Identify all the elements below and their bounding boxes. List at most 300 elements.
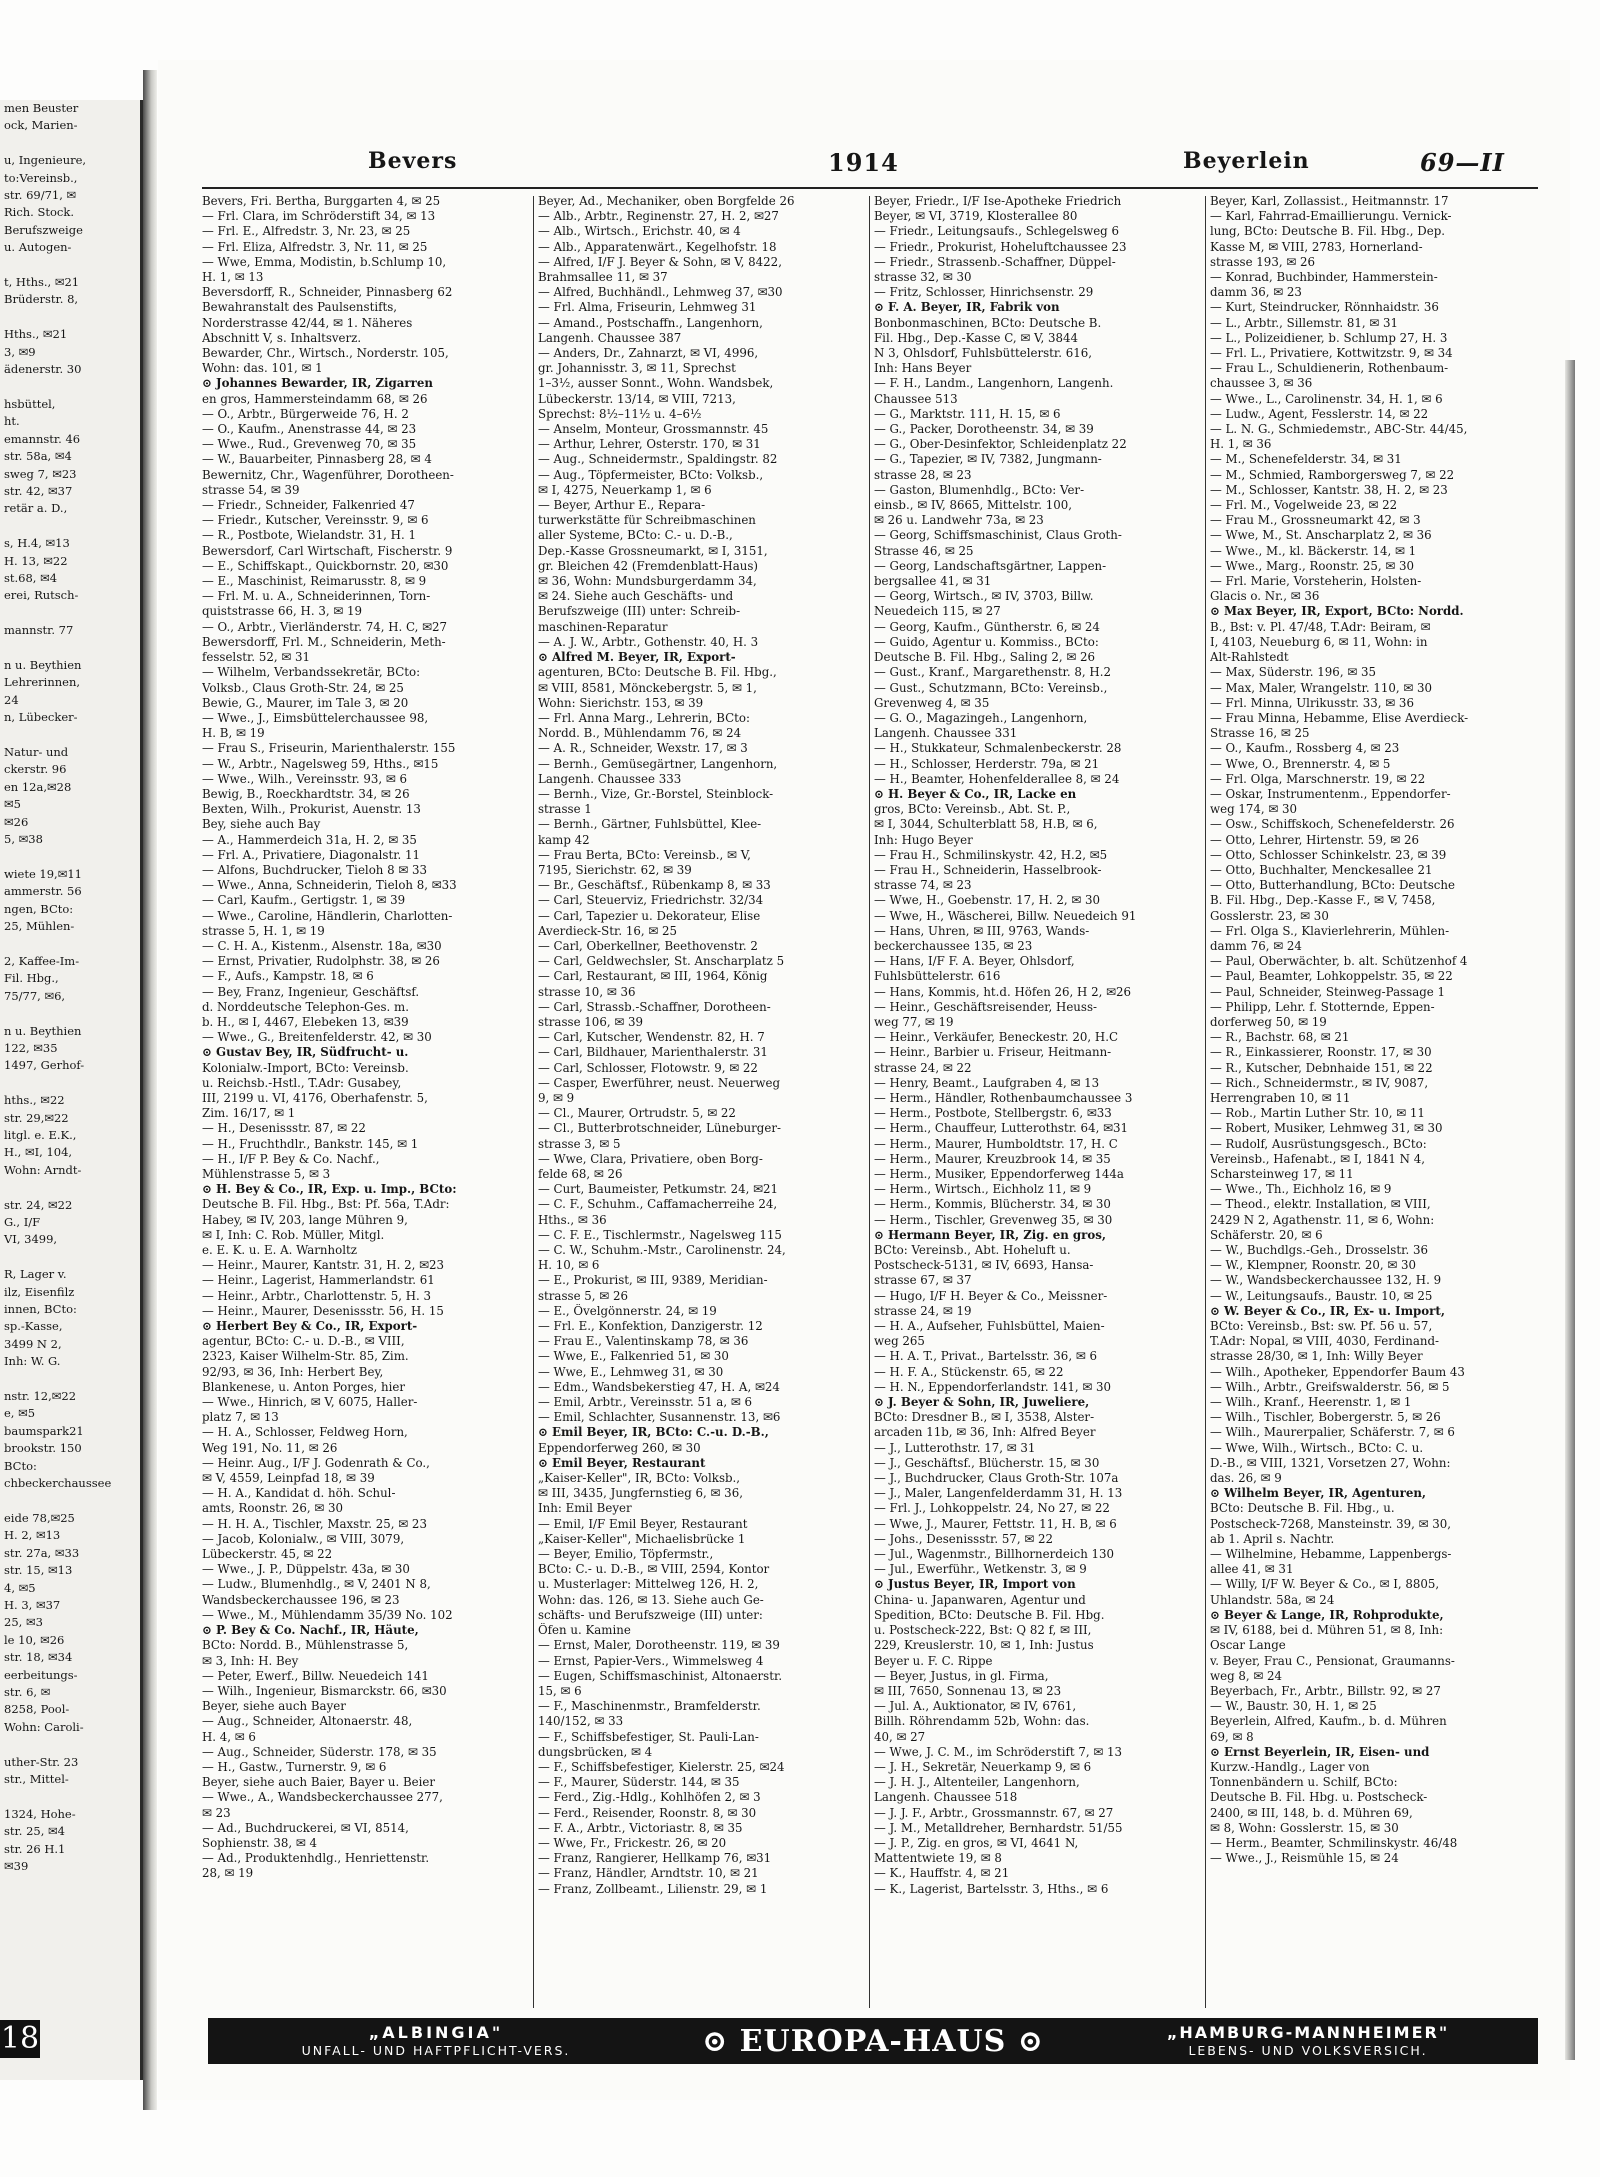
directory-entry-line: — Wilh., Apotheker, Eppendorfer Baum 43 bbox=[1210, 1364, 1465, 1379]
directory-entry-line: gr. Johannisstr. 3, ✉ 11, Sprechst bbox=[538, 361, 736, 376]
directory-entry-line: ⊙ Gustav Bey, IR, Südfrucht- u. bbox=[202, 1045, 409, 1060]
left-page-line: str. 26 H.1 bbox=[4, 1841, 66, 1856]
left-page-line: ädenerstr. 30 bbox=[4, 362, 82, 377]
directory-entry-line: Beyer, siehe auch Baier, Bayer u. Beier bbox=[202, 1775, 436, 1790]
left-page-line: e, ✉5 bbox=[4, 1406, 36, 1421]
directory-entry-line: H. 4, ✉ 6 bbox=[202, 1729, 256, 1744]
directory-entry-line: — Jacob, Kolonialw., ✉ VIII, 3079, bbox=[202, 1531, 405, 1546]
directory-entry-line: — J., Buchdrucker, Claus Groth-Str. 107a bbox=[874, 1471, 1119, 1486]
left-page-line: Fil. Hbg., bbox=[4, 971, 59, 986]
directory-column-4 bbox=[1210, 194, 1536, 2009]
directory-entry-line: ⊙ Herbert Bey & Co., IR, Export- bbox=[202, 1319, 418, 1334]
left-page-line: ht. bbox=[4, 414, 20, 429]
directory-entry-line: — Konrad, Buchbinder, Hammerstein- bbox=[1210, 270, 1438, 285]
directory-entry-line: — Ernst, Maler, Dorotheenstr. 119, ✉ 39 bbox=[538, 1638, 780, 1653]
directory-entry-line: Beyer, Ad., Mechaniker, oben Borgfelde 26 bbox=[538, 194, 795, 208]
left-page-line bbox=[0, 1736, 140, 1753]
directory-entry-line: ✉ 36, Wohn: Mundsburgerdamm 34, bbox=[538, 574, 757, 589]
directory-entry-line: ✉ III, 7650, Sonnenau 13, ✉ 23 bbox=[874, 1683, 1062, 1698]
directory-entry-line: — Wwe., Hinrich, ✉ V, 6075, Haller- bbox=[202, 1395, 418, 1410]
directory-entry-line: — Wwe, Emma, Modistin, b.Schlump 10, bbox=[202, 254, 447, 269]
directory-entry-line: Wohn: Sierichstr. 153, ✉ 39 bbox=[538, 695, 704, 710]
directory-entry-line: Vereinsb., Hafenabt., ✉ I, 1841 N 4, bbox=[1210, 1151, 1425, 1166]
column-divider bbox=[533, 196, 534, 2008]
directory-entry-line: „Kaiser-Keller", Michaelisbrücke 1 bbox=[538, 1531, 746, 1546]
directory-entry-line: ✉ 23 bbox=[202, 1805, 231, 1820]
directory-entry-line: — Frau L., Schuldienerin, Rothenbaum- bbox=[1210, 361, 1449, 376]
directory-entry-line: — C. W., Schuhm.-Mstr., Carolinenstr. 24, bbox=[538, 1243, 786, 1258]
directory-entry-line: — Philipp, Lehr. f. Stotternde, Eppen- bbox=[1210, 999, 1435, 1014]
directory-entry-line: — Frl. Anna Marg., Lehrerin, BCto: bbox=[538, 710, 750, 725]
directory-entry-line: turwerkstätte für Schreibmaschinen bbox=[538, 513, 756, 528]
directory-entry-line: — J., Lutterothstr. 17, ✉ 31 bbox=[874, 1440, 1036, 1455]
left-page-line: n u. Beythien bbox=[4, 1023, 82, 1038]
directory-entry-line: — F., Schiffsbefestiger, St. Pauli-Lan- bbox=[538, 1729, 759, 1744]
directory-entry-line: B. Fil. Hbg., Dep.-Kasse F., ✉ V, 7458, bbox=[1210, 893, 1436, 908]
directory-entry-line: quiststrasse 66, H. 3, ✉ 19 bbox=[202, 604, 362, 619]
directory-entry-line: strasse 28/30, ✉ 1, Inh: Willy Beyer bbox=[1210, 1349, 1423, 1364]
directory-entry-line: — Heinr. Aug., I/F J. Godenrath & Co., bbox=[202, 1455, 430, 1470]
directory-entry-line: — W., Leitungsaufs., Baustr. 10, ✉ 25 bbox=[1210, 1288, 1433, 1303]
left-page-line: sp.-Kasse, bbox=[4, 1319, 63, 1334]
left-page-line: ✉26 bbox=[4, 814, 29, 829]
directory-entry-line: — Wwe, E., Lehmweg 31, ✉ 30 bbox=[538, 1364, 724, 1379]
directory-entry-line: 28, ✉ 19 bbox=[202, 1866, 254, 1881]
directory-entry-line: Bewarder, Chr., Wirtsch., Norderstr. 105, bbox=[202, 346, 449, 361]
directory-entry-line: Kurzw.-Handlg., Lager von bbox=[1210, 1759, 1370, 1774]
directory-entry-line: Blankenese, u. Anton Porges, hier bbox=[202, 1379, 406, 1394]
left-page-line: 5, ✉38 bbox=[4, 832, 43, 847]
directory-entry-line: u. Reichsb.-Hstl., T.Adr: Gusabey, bbox=[202, 1075, 402, 1090]
directory-entry-line: III, 2199 u. VI, 4176, Oberhafenstr. 5, bbox=[202, 1090, 428, 1105]
directory-entry-line: — Friedr., Leitungsaufs., Schlegelsweg 6 bbox=[874, 224, 1119, 239]
directory-entry-line: — Wilh., Tischler, Bobergerstr. 5, ✉ 26 bbox=[1210, 1410, 1441, 1425]
left-page-line bbox=[0, 936, 140, 953]
directory-entry-line: Deutsche B. Fil. Hbg. u. Postscheck- bbox=[1210, 1790, 1428, 1805]
directory-entry-line: — O., Kaufm., Anenstrasse 44, ✉ 23 bbox=[202, 422, 417, 437]
page-edge-shadow bbox=[1565, 360, 1575, 2060]
left-page-line: H. 2, ✉13 bbox=[4, 1528, 61, 1543]
directory-entry-line: B., Bst: v. Pl. 47/48, T.Adr: Beiram, ✉ bbox=[1210, 619, 1431, 634]
directory-entry-line: Averdieck-Str. 16, ✉ 25 bbox=[538, 923, 677, 938]
directory-entry-line: — Frau E., Valentinskamp 78, ✉ 36 bbox=[538, 1334, 749, 1349]
directory-entry-line: — Paul, Oberwächter, b. alt. Schützenhof 4 bbox=[1210, 954, 1468, 969]
left-page-line bbox=[0, 1005, 140, 1022]
directory-entry-line: strasse 106, ✉ 39 bbox=[538, 1014, 643, 1029]
directory-entry-line: strasse 1 bbox=[538, 802, 592, 817]
directory-entry-line: 1–3½, ausser Sonnt., Wohn. Wandsbek, bbox=[538, 376, 774, 391]
directory-entry-line: H. 1, ✉ 13 bbox=[202, 270, 264, 285]
directory-entry-line: 140/152, ✉ 33 bbox=[538, 1714, 624, 1729]
directory-entry-line: weg 77, ✉ 19 bbox=[874, 1014, 954, 1029]
directory-entry-line: — Wilh., Arbtr., Greifswalderstr. 56, ✉ 5 bbox=[1210, 1379, 1450, 1394]
left-page-line: Wohn: Caroli- bbox=[4, 1719, 84, 1734]
directory-entry-line: ✉ IV, 6188, bei d. Mühren 51, ✉ 8, Inh: bbox=[1210, 1623, 1444, 1638]
directory-entry-line: — H. N., Eppendorferlandstr. 141, ✉ 30 bbox=[874, 1379, 1111, 1394]
directory-entry-line: BCto: Nordd. B., Mühlenstrasse 5, bbox=[202, 1638, 409, 1653]
directory-entry-line: Grevenweg 4, ✉ 35 bbox=[874, 695, 990, 710]
left-page-line bbox=[0, 605, 140, 622]
ad-hamburg-mannheimer-subtitle: LEBENS- UND VOLKSVERSICH. bbox=[1188, 2043, 1428, 2058]
directory-entry-line: ✉ I, 3044, Schulterblatt 58, H.B, ✉ 6, bbox=[874, 817, 1098, 832]
directory-entry-line: Uhlandstr. 58a, ✉ 24 bbox=[1210, 1592, 1335, 1607]
left-page-line: emannstr. 46 bbox=[4, 431, 81, 446]
directory-entry-line: agenturen, BCto: Deutsche B. Fil. Hbg., bbox=[538, 665, 777, 680]
directory-entry-line: Berufszweige (III) unter: Schreib- bbox=[538, 604, 741, 619]
left-page-line bbox=[0, 1788, 140, 1805]
directory-entry-line: — Friedr., Prokurist, Hoheluftchaussee 23 bbox=[874, 239, 1127, 254]
directory-entry-line: damm 76, ✉ 24 bbox=[1210, 938, 1302, 953]
directory-entry-line: — Heinr., Arbtr., Charlottenstr. 5, H. 3 bbox=[202, 1288, 431, 1303]
directory-entry-line: Beyer u. F. C. Rippe bbox=[874, 1653, 993, 1668]
directory-entry-line: — G., Packer, Dorotheenstr. 34, ✉ 39 bbox=[874, 422, 1094, 437]
directory-entry-line: — Eugen, Schiffsmaschinist, Altonaerstr. bbox=[538, 1668, 783, 1683]
directory-entry-line: — Alb., Wirtsch., Erichstr. 40, ✉ 4 bbox=[538, 224, 741, 239]
directory-entry-line: — L. N. G., Schmiedemstr., ABC-Str. 44/45, bbox=[1210, 422, 1468, 437]
directory-entry-line: strasse 24, ✉ 22 bbox=[874, 1060, 972, 1075]
directory-entry-line: — H. A. T., Privat., Bartelsstr. 36, ✉ 6 bbox=[874, 1349, 1097, 1364]
directory-entry-line: ✉ III, 3435, Jungfernstieg 6, ✉ 36, bbox=[538, 1486, 743, 1501]
directory-entry-line: — Frl. Eliza, Alfredstr. 3, Nr. 11, ✉ 25 bbox=[202, 239, 428, 254]
directory-entry-line: strasse 5, ✉ 26 bbox=[538, 1288, 628, 1303]
directory-entry-line: Bewersdorf, Carl Wirtschaft, Fischerstr. 9 bbox=[202, 543, 453, 558]
directory-entry-line: Hths., ✉ 36 bbox=[538, 1212, 607, 1227]
directory-entry-line: — Wwe., J. P., Düppelstr. 43a, ✉ 30 bbox=[202, 1562, 410, 1577]
directory-entry-line: — H., Fruchthdlr., Bankstr. 145, ✉ 1 bbox=[202, 1136, 419, 1151]
directory-entry-line: strasse 54, ✉ 39 bbox=[202, 482, 300, 497]
directory-entry-line: — Wwe., J., Reismühle 15, ✉ 24 bbox=[1210, 1851, 1399, 1866]
directory-entry-line: — E., Maschinist, Reimarusstr. 8, ✉ 9 bbox=[202, 574, 427, 589]
directory-entry-line: — Gust., Kranf., Margarethenstr. 8, H.2 bbox=[874, 665, 1111, 680]
column-divider bbox=[869, 196, 870, 2008]
directory-entry-line: H. B, ✉ 19 bbox=[202, 726, 265, 741]
directory-entry-line: — L., Polizeidiener, b. Schlump 27, H. 3 bbox=[1210, 330, 1448, 345]
directory-entry-line: — Wwe., A., Wandsbeckerchaussee 277, bbox=[202, 1790, 443, 1805]
directory-entry-line: — Hans, Kommis, ht.d. Höfen 26, H 2, ✉26 bbox=[874, 984, 1131, 999]
left-page-line: BCto: bbox=[4, 1458, 37, 1473]
directory-entry-line: — Frl. Clara, im Schröderstift 34, ✉ 13 bbox=[202, 209, 436, 224]
directory-entry-line: — F., Maurer, Süderstr. 144, ✉ 35 bbox=[538, 1775, 740, 1790]
directory-entry-line: — Heinr., Verkäufer, Beneckestr. 20, H.C bbox=[874, 1030, 1118, 1045]
directory-entry-line: — Wwe, Fr., Frickestr. 26, ✉ 20 bbox=[538, 1835, 727, 1850]
left-page-line: hths., ✉22 bbox=[4, 1093, 65, 1108]
directory-entry-line: ⊙ W. Beyer & Co., IR, Ex- u. Import, bbox=[1210, 1303, 1445, 1318]
directory-entry-line: u. Musterlager: Mittelweg 126, H. 2, bbox=[538, 1577, 759, 1592]
directory-entry-line: — Beyer, Justus, in gl. Firma, bbox=[874, 1668, 1049, 1683]
directory-entry-line: — W., Bauarbeiter, Pinnasberg 28, ✉ 4 bbox=[202, 452, 432, 467]
directory-entry-line: 92/93, ✉ 36, Inh: Herbert Bey, bbox=[202, 1364, 384, 1379]
directory-entry-line: — W., Wandsbeckerchaussee 132, H. 9 bbox=[1210, 1273, 1442, 1288]
directory-entry-line: — Wilh., Maurerpalier, Schäferstr. 7, ✉ 6 bbox=[1210, 1425, 1455, 1440]
directory-entry-line: ab 1. April s. Nachtr. bbox=[1210, 1531, 1335, 1546]
directory-entry-line: — J., Geschäftsf., Blücherstr. 15, ✉ 30 bbox=[874, 1455, 1100, 1470]
directory-entry-line: — Georg, Schiffsmaschinist, Claus Groth- bbox=[874, 528, 1122, 543]
directory-entry-line: — R., Kutscher, Debnhaide 151, ✉ 22 bbox=[1210, 1060, 1433, 1075]
directory-entry-line: — Frau S., Friseurin, Marienthalerstr. 155 bbox=[202, 741, 456, 756]
directory-entry-line: Inh: Emil Beyer bbox=[538, 1501, 632, 1516]
left-page-line: str. 69/71, ✉ bbox=[4, 188, 77, 203]
directory-entry-line: — Carl, Bildhauer, Marienthalerstr. 31 bbox=[538, 1045, 768, 1060]
directory-entry-line: — Frl. M. u. A., Schneiderinnen, Torn- bbox=[202, 589, 431, 604]
directory-entry-line: 2429 N 2, Agathenstr. 11, ✉ 6, Wohn: bbox=[1210, 1212, 1435, 1227]
directory-entry-line: — Aug., Schneidermstr., Spaldingstr. 82 bbox=[538, 452, 778, 467]
directory-entry-line: — Herm., Postbote, Stellbergstr. 6, ✉33 bbox=[874, 1106, 1112, 1121]
directory-entry-line: Sophienstr. 38, ✉ 4 bbox=[202, 1835, 317, 1850]
directory-entry-line: agentur, BCto: C.- u. D.-B., ✉ VIII, bbox=[202, 1334, 405, 1349]
directory-entry-line: — Wilhelmine, Hebamme, Lappenbergs- bbox=[1210, 1547, 1452, 1562]
directory-entry-line: strasse 74, ✉ 23 bbox=[874, 878, 972, 893]
left-page-line: le 10, ✉26 bbox=[4, 1632, 65, 1647]
directory-entry-line: — Ferd., Reisender, Roonstr. 8, ✉ 30 bbox=[538, 1805, 757, 1820]
left-page-line: 25, Mühlen- bbox=[4, 919, 75, 934]
directory-entry-line: — Hans, I/F F. A. Beyer, Ohlsdorf, bbox=[874, 954, 1075, 969]
left-page-line: 25, ✉3 bbox=[4, 1615, 43, 1630]
directory-entry-line: — Jul., Wagenmstr., Billhornerdeich 130 bbox=[874, 1547, 1115, 1562]
directory-entry-line: — Rich., Schneidermstr., ✉ IV, 9087, bbox=[1210, 1075, 1429, 1090]
directory-entry-line: Brahmsallee 11, ✉ 37 bbox=[538, 270, 668, 285]
left-page-line: brookstr. 150 bbox=[4, 1441, 82, 1456]
column-divider bbox=[1205, 196, 1206, 2008]
left-page-line: Natur- und bbox=[4, 745, 69, 760]
directory-entry-line: Wohn: das. 126, ✉ 13. Siehe auch Ge- bbox=[538, 1592, 764, 1607]
directory-entry-line: — Hans, Uhren, ✉ III, 9763, Wands- bbox=[874, 923, 1090, 938]
directory-entry-line: ⊙ Ernst Beyerlein, IR, Eisen- und bbox=[1210, 1744, 1430, 1759]
directory-entry-line: — Fritz, Schlosser, Hinrichsenstr. 29 bbox=[874, 285, 1094, 300]
directory-entry-line: dungsbrücken, ✉ 4 bbox=[538, 1744, 653, 1759]
directory-entry-line: Tonnenbändern u. Schilf, BCto: bbox=[1210, 1775, 1398, 1790]
directory-entry-line: Glacis o. Nr., ✉ 36 bbox=[1210, 589, 1320, 604]
directory-entry-line: strasse 3, ✉ 5 bbox=[538, 1136, 621, 1151]
left-page-line: H. 3, ✉37 bbox=[4, 1597, 61, 1612]
left-page-line: men Beuster bbox=[4, 101, 79, 115]
directory-entry-line: — J. J. F., Arbtr., Grossmannstr. 67, ✉ 27 bbox=[874, 1805, 1114, 1820]
directory-entry-line: Habey, ✉ IV, 203, lange Mühren 9, bbox=[202, 1212, 408, 1227]
left-page-line: ilz, Eisenfilz bbox=[4, 1284, 75, 1299]
directory-entry-line: maschinen-Reparatur bbox=[538, 619, 668, 634]
directory-entry-line: — Beyer, Arthur E., Repara- bbox=[538, 498, 706, 513]
directory-entry-line: — Ludw., Blumenhdlg., ✉ V, 2401 N 8, bbox=[202, 1577, 431, 1592]
directory-entry-line: — Carl, Geldwechsler, St. Anscharplatz 5 bbox=[538, 954, 785, 969]
directory-entry-line: 7195, Sierichstr. 62, ✉ 39 bbox=[538, 862, 692, 877]
directory-entry-line: Chaussee 513 bbox=[874, 391, 958, 406]
left-page-line: ✉39 bbox=[4, 1859, 29, 1874]
directory-entry-line: ⊙ J. Beyer & Sohn, IR, Juweliere, bbox=[874, 1395, 1090, 1410]
directory-entry-line: arcaden 11b, ✉ 36, Inh: Alfred Beyer bbox=[874, 1425, 1096, 1440]
directory-entry-line: kamp 42 bbox=[538, 832, 590, 847]
directory-entry-line: Deutsche B. Fil. Hbg., Saling 2, ✉ 26 bbox=[874, 650, 1096, 665]
directory-entry-line: — Frl. Marie, Vorsteherin, Holsten- bbox=[1210, 574, 1422, 589]
left-page-line: Inh: W. G. bbox=[4, 1354, 61, 1369]
directory-entry-line: — Anselm, Monteur, Grossmannstr. 45 bbox=[538, 422, 769, 437]
directory-entry-line: 2323, Kaiser Wilhelm-Str. 85, Zim. bbox=[202, 1349, 409, 1364]
directory-entry-line: Beyer, siehe auch Bayer bbox=[202, 1699, 346, 1714]
left-page-line: str. 27a, ✉33 bbox=[4, 1545, 80, 1560]
left-page-line: str. 18, ✉34 bbox=[4, 1650, 73, 1665]
left-page-line: 8258, Pool- bbox=[4, 1702, 70, 1717]
directory-entry-line: Lübeckerstr. 13/14, ✉ VIII, 7213, bbox=[538, 391, 736, 406]
directory-entry-line: — M., Schlosser, Kantstr. 38, H. 2, ✉ 23 bbox=[1210, 482, 1448, 497]
directory-entry-line: — H. A., Aufseher, Fuhlsbüttel, Maien- bbox=[874, 1319, 1105, 1334]
header-last-word: Beyerlein bbox=[1183, 148, 1310, 174]
directory-entry-line: ⊙ H. Beyer & Co., IR, Lacke en bbox=[874, 786, 1077, 801]
directory-entry-line: das. 26, ✉ 9 bbox=[1210, 1471, 1282, 1486]
directory-entry-line: — K., Hauffstr. 4, ✉ 21 bbox=[874, 1866, 1010, 1881]
directory-entry-line: — Wwe., G., Breitenfelderstr. 42, ✉ 30 bbox=[202, 1030, 432, 1045]
directory-entry-line: — Frl. Minna, Ulrikusstr. 33, ✉ 36 bbox=[1210, 695, 1414, 710]
directory-entry-line: — Friedr., Kutscher, Vereinsstr. 9, ✉ 6 bbox=[202, 513, 429, 528]
directory-entry-line: Eppendorferweg 260, ✉ 30 bbox=[538, 1440, 701, 1455]
directory-entry-line: Langenh. Chaussee 333 bbox=[538, 771, 682, 786]
directory-entry-line: N 3, Ohlsdorf, Fuhlsbüttelerstr. 616, bbox=[874, 346, 1093, 361]
directory-entry-line: Wohn: das. 101, ✉ 1 bbox=[202, 361, 323, 376]
left-page-line: s, H.4, ✉13 bbox=[4, 536, 70, 551]
directory-entry-line: — Wwe., Wilh., Vereinsstr. 93, ✉ 6 bbox=[202, 771, 408, 786]
directory-entry-line: — Friedr., Schneider, Falkenried 47 bbox=[202, 498, 415, 513]
directory-entry-line: — Wwe, J. C. M., im Schröderstift 7, ✉ 13 bbox=[874, 1744, 1122, 1759]
directory-entry-line: — Arthur, Lehrer, Osterstr. 170, ✉ 31 bbox=[538, 437, 761, 452]
left-page-line: t, Hths., ✉21 bbox=[4, 275, 80, 290]
directory-entry-line: — A. R., Schneider, Wexstr. 17, ✉ 3 bbox=[538, 741, 748, 756]
directory-entry-line: ⊙ Wilhelm Beyer, IR, Agenturen, bbox=[1210, 1486, 1427, 1501]
directory-entry-line: — J. H. J., Altenteiler, Langenhorn, bbox=[874, 1775, 1080, 1790]
directory-entry-line: — H., Schlosser, Herderstr. 79a, ✉ 21 bbox=[874, 756, 1100, 771]
directory-entry-line: — Hugo, I/F H. Beyer & Co., Meissner- bbox=[874, 1288, 1108, 1303]
directory-entry-line: Neuedeich 115, ✉ 27 bbox=[874, 604, 1001, 619]
directory-entry-line: — Bernh., Gärtner, Fuhlsbüttel, Klee- bbox=[538, 817, 762, 832]
left-page-line: H. 13, ✉22 bbox=[4, 553, 68, 568]
directory-entry-line: — Frl. E., Alfredstr. 3, Nr. 23, ✉ 25 bbox=[202, 224, 411, 239]
directory-entry-line: strasse 193, ✉ 26 bbox=[1210, 254, 1315, 269]
directory-entry-line: — Friedr., Strassenb.-Schaffner, Düppel- bbox=[874, 254, 1116, 269]
directory-entry-line: platz 7, ✉ 13 bbox=[202, 1410, 279, 1425]
directory-entry-line: T.Adr: Nopal, ✉ VIII, 4030, Ferdinand- bbox=[1210, 1334, 1440, 1349]
directory-column-1 bbox=[202, 194, 528, 2009]
directory-entry-line: — Beyer, Emilio, Töpfermstr., bbox=[538, 1547, 714, 1562]
left-page-line: eerbeitungs- bbox=[4, 1667, 78, 1682]
directory-entry-line: chaussee 3, ✉ 36 bbox=[1210, 376, 1313, 391]
directory-entry-line: — Amand., Postschaffn., Langenhorn, bbox=[538, 315, 763, 330]
directory-entry-line: — Edm., Wandsbekerstieg 47, H. A, ✉24 bbox=[538, 1379, 780, 1394]
directory-entry-line: BCto: Vereinsb., Abt. Hoheluft u. bbox=[874, 1243, 1071, 1258]
directory-entry-line: — Georg, Landschaftsgärtner, Lappen- bbox=[874, 558, 1107, 573]
directory-entry-line: — Paul, Schneider, Steinweg-Passage 1 bbox=[1210, 984, 1446, 999]
directory-entry-line: Abschnitt V, s. Inhaltsverz. bbox=[202, 330, 362, 345]
directory-entry-line: — Oskar, Instrumentenm., Eppendorfer- bbox=[1210, 786, 1451, 801]
directory-entry-line: Bexten, Wilh., Prokurist, Auenstr. 13 bbox=[202, 802, 421, 817]
directory-entry-line: — Otto, Butterhandlung, BCto: Deutsche bbox=[1210, 878, 1455, 893]
directory-entry-line: Deutsche B. Fil. Hbg., Bst: Pf. 56a, T.Adr: bbox=[202, 1197, 450, 1212]
left-page-line: ngen, BCto: bbox=[4, 901, 74, 916]
directory-entry-line: 9, ✉ 9 bbox=[538, 1090, 575, 1105]
left-page-line: 3499 N 2, bbox=[4, 1336, 62, 1351]
directory-entry-line: — H. F. A., Stückenstr. 65, ✉ 22 bbox=[874, 1364, 1064, 1379]
directory-entry-line: Langenh. Chaussee 387 bbox=[538, 330, 682, 345]
directory-entry-line: Beyer, Karl, Zollassist., Heitmannstr. 17 bbox=[1210, 194, 1449, 208]
directory-entry-line: — R., Bachstr. 68, ✉ 21 bbox=[1210, 1030, 1350, 1045]
left-page-line: nstr. 12,✉22 bbox=[4, 1389, 77, 1404]
directory-entry-line: — Franz, Zollbeamt., Lilienstr. 29, ✉ 1 bbox=[538, 1881, 768, 1896]
directory-entry-line: — M., Schenefelderstr. 34, ✉ 31 bbox=[1210, 452, 1402, 467]
directory-entry-line: — Frau Minna, Hebamme, Elise Averdieck- bbox=[1210, 710, 1469, 725]
directory-entry-line: Bewahranstalt des Paulsenstifts, bbox=[202, 300, 397, 315]
left-page-line: wiete 19,✉11 bbox=[4, 866, 82, 881]
directory-entry-line: Bey, siehe auch Bay bbox=[202, 817, 321, 832]
directory-entry-line: Langenh. Chaussee 331 bbox=[874, 726, 1018, 741]
directory-entry-line: H. 10, ✉ 6 bbox=[538, 1258, 600, 1273]
directory-entry-line: Kasse M, ✉ VIII, 2783, Hornerland- bbox=[1210, 239, 1423, 254]
directory-entry-line: — O., Kaufm., Rossberg 4, ✉ 23 bbox=[1210, 741, 1400, 756]
directory-entry-line: — Cl., Maurer, Ortrudstr. 5, ✉ 22 bbox=[538, 1106, 736, 1121]
header-first-word: Bevers bbox=[368, 148, 458, 174]
directory-entry-line: — Wwe., M., Mühlendamm 35/39 No. 102 bbox=[202, 1607, 453, 1622]
directory-entry-line: — Wwe., J., Eimsbüttelerchaussee 98, bbox=[202, 710, 429, 725]
directory-entry-line: — Carl, Steuerviz, Friedrichstr. 32/34 bbox=[538, 893, 764, 908]
directory-entry-line: — Herm., Kommis, Blücherstr. 34, ✉ 30 bbox=[874, 1197, 1111, 1212]
directory-entry-line: — H., Gastw., Turnerstr. 9, ✉ 6 bbox=[202, 1759, 387, 1774]
left-page-line: litgl. e. E.K., bbox=[4, 1127, 77, 1142]
directory-entry-line: — J., Maler, Langenfelderdamm 31, H. 13 bbox=[874, 1486, 1123, 1501]
directory-entry-line: aller Systeme, BCto: C.- u. D.-B., bbox=[538, 528, 733, 543]
directory-entry-line: — Georg, Wirtsch., ✉ IV, 3703, Billw. bbox=[874, 589, 1094, 604]
directory-entry-line: — Herm., Tischler, Grevenweg 35, ✉ 30 bbox=[874, 1212, 1113, 1227]
left-page-line: hsbüttel, bbox=[4, 396, 56, 411]
directory-entry-line: I, 4103, Neueburg 6, ✉ 11, Wohn: in bbox=[1210, 634, 1428, 649]
left-page-line bbox=[0, 309, 140, 326]
directory-entry-line: Dep.-Kasse Grossneumarkt, ✉ I, 3151, bbox=[538, 543, 768, 558]
directory-entry-line: — Wwe., L., Carolinenstr. 34, H. 1, ✉ 6 bbox=[1210, 391, 1443, 406]
left-page-line: ckerstr. 96 bbox=[4, 762, 67, 777]
directory-entry-line: — Herm., Wirtsch., Eichholz 11, ✉ 9 bbox=[874, 1182, 1092, 1197]
directory-entry-line: 229, Kreuslerstr. 10, ✉ 1, Inh: Justus bbox=[874, 1638, 1094, 1653]
directory-entry-line: — Rudolf, Ausrüstungsgesch., BCto: bbox=[1210, 1136, 1427, 1151]
directory-entry-line: strasse 24, ✉ 19 bbox=[874, 1303, 972, 1318]
directory-entry-line: — Aug., Töpfermeister, BCto: Volksb., bbox=[538, 467, 764, 482]
directory-entry-line: — Herm., Beamter, Schmilinskystr. 46/48 bbox=[1210, 1835, 1458, 1850]
directory-entry-line: — F., Schiffsbefestiger, Kielerstr. 25, ✉24 bbox=[538, 1759, 785, 1774]
header-year: 1914 bbox=[828, 148, 899, 177]
directory-entry-line: einsb., ✉ IV, 8665, Mittelstr. 100, bbox=[874, 498, 1072, 513]
directory-entry-line: — E., Schiffskapt., Quickbornstr. 20, ✉30 bbox=[202, 558, 449, 573]
directory-entry-line: ✉ VIII, 8581, Mönckebergstr. 5, ✉ 1, bbox=[538, 680, 757, 695]
directory-entry-line: — Heinr., Lagerist, Hammerlandstr. 61 bbox=[202, 1273, 435, 1288]
directory-entry-line: — Max, Süderstr. 196, ✉ 35 bbox=[1210, 665, 1376, 680]
directory-entry-line: Strasse 16, ✉ 25 bbox=[1210, 726, 1310, 741]
directory-entry-line: Lübeckerstr. 45, ✉ 22 bbox=[202, 1547, 333, 1562]
directory-entry-line: ⊙ Johannes Bewarder, IR, Zigarren bbox=[202, 376, 433, 391]
directory-entry-line: — A. J. W., Arbtr., Gothenstr. 40, H. 3 bbox=[538, 634, 759, 649]
left-page-line bbox=[0, 1179, 140, 1196]
directory-entry-line: — J. M., Metalldreher, Bernhardstr. 51/55 bbox=[874, 1820, 1123, 1835]
directory-entry-line: — R., Postbote, Wielandstr. 31, H. 1 bbox=[202, 528, 416, 543]
left-page-line: Lehrerinnen, bbox=[4, 675, 81, 690]
directory-entry-line: — Herm., Maurer, Kreuzbrook 14, ✉ 35 bbox=[874, 1151, 1111, 1166]
directory-entry-line: D.-B., ✉ VIII, 1321, Vorsetzen 27, Wohn: bbox=[1210, 1455, 1451, 1470]
directory-entry-line: — Heinr., Barbier u. Friseur, Heitmann- bbox=[874, 1045, 1112, 1060]
left-page-line: ✉5 bbox=[4, 797, 21, 812]
directory-entry-line: Gosslerstr. 23, ✉ 30 bbox=[1210, 908, 1329, 923]
directory-entry-line: Beyer, Friedr., I/F Ise-Apotheke Friedrich bbox=[874, 194, 1122, 208]
directory-entry-line: ✉ 24. Siehe auch Geschäfts- und bbox=[538, 589, 734, 604]
left-page-line: str. 6, ✉ bbox=[4, 1684, 51, 1699]
directory-entry-line: — H., Desenissstr. 87, ✉ 22 bbox=[202, 1121, 366, 1136]
left-page-line: str., Mittel- bbox=[4, 1772, 69, 1786]
directory-entry-line: — Carl, Tapezier u. Dekorateur, Elise bbox=[538, 908, 761, 923]
directory-entry-line: — Osw., Schiffskoch, Schenefelderstr. 26 bbox=[1210, 817, 1455, 832]
left-page-line: n u. Beythien bbox=[4, 658, 82, 672]
directory-entry-line: — Emil, Schlachter, Susannenstr. 13, ✉6 bbox=[538, 1410, 781, 1425]
directory-entry-line: schäfts- und Berufszweige (III) unter: bbox=[538, 1607, 763, 1622]
directory-entry-line: — G., Tapezier, ✉ IV, 7382, Jungmann- bbox=[874, 452, 1102, 467]
